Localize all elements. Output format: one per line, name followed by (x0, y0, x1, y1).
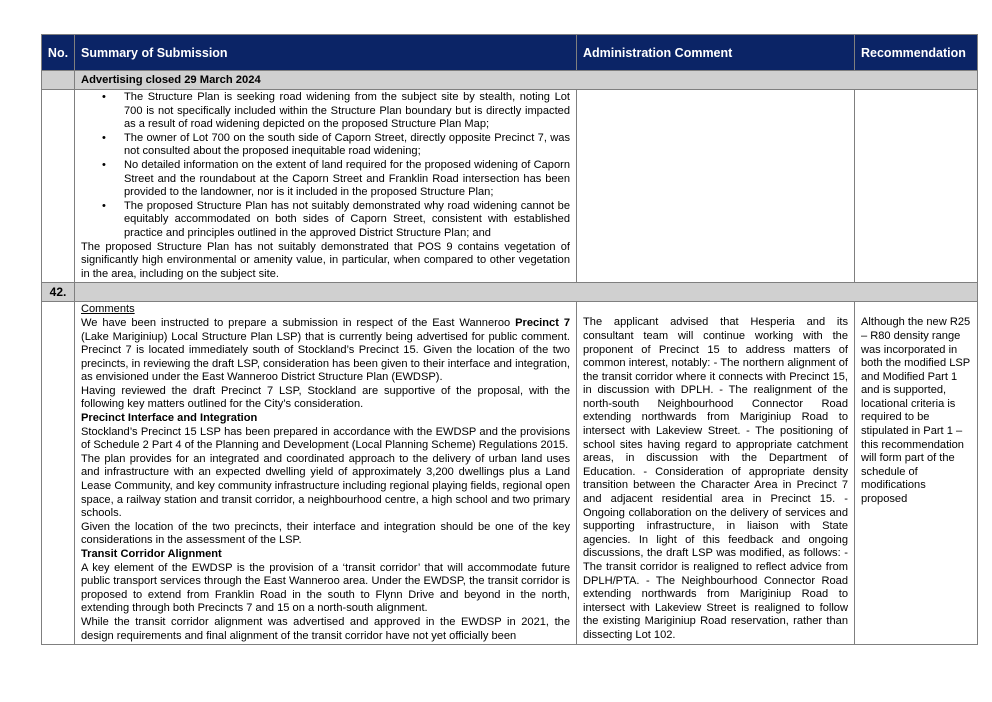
comments-heading: Comments (81, 303, 135, 316)
paragraph: Given the location of the two precincts, their interface and integration should be one of the key considerations in the assessment of the LSP. (81, 520, 570, 547)
paragraph: The plan provides for an integrated and coordinated approach to the delivery of urban land uses and infrastructure with an expected dwelling yield of approximately 3,200 dwellings plus a Land Lease Community, and key community infrastructure including regional playing fields, regional open space, a railway station and transit corridor, a neighbourhood centre, a high school and two primary schools. (81, 452, 570, 520)
row-42-number-row (42, 283, 978, 302)
admin-comment-cell: The applicant advised that Hesperia and its consultant team will continue working with the proponent of Precinct 15 to address matters of common interest, notably: - The northern alignment of the transit corridor where it connects with Precinct 15, in discussion with DPLH. - The realignment of the north-south Neighbourhood Connector Road extending northwards from Mariginiup Road to intersect with Lakeview Street. - The positioning of school sites having regard to appropriate catchment areas, in discussion with the Department of Education. - Consideration of appropriate density transition between the Character Area in Precinct 7 and adjacent residential area in Precinct 15. - Ongoing collaboration on the delivery of services and supporting infrastructure, in liaison with State agencies. In light of this feedback and ongoing discussions, the draft LSP was modified, as follows: - The transit corridor is realigned to reflect advice from DPLH/PTA. - The Neighbourhood Connector Road extending northwards from Mariginiup Road to intersect with Lakeview Street is realigned to follow the existing Mariginiup Road reservation, rather than dissecting Lot 102. (577, 302, 855, 645)
recommendation-cell: Although the new R25 – R80 density range was incorporated in both the modified LSP and Modified Part 1 and is supported, locational criteria is required to be stipulated in Part 1 – this recommendation will form part of the schedule of modifications proposed (855, 302, 978, 645)
paragraph: We have been instructed to prepare a submission in respect of the East Wanneroo Precinct 7 (Lake Mariginiup) Local Structure Plan LSP) that is currently being advertised for public comment. Precinct 7 is located immediately south of Stockland’s Precinct 15. Given the location of the two precincts, in reviewing the draft LSP, consideration has been given to their interface and integration, as envisioned under the East Wanneroo District Structure Plan (EWDSP). (81, 316, 571, 384)
header-summary: Summary of Submission (75, 35, 577, 71)
paragraph: Having reviewed the draft Precinct 7 LSP, Stockland are supportive of the proposal, with the following key matters outlined for the City’s consideration. (81, 384, 570, 411)
summary-cell-42 (75, 302, 577, 645)
list-item: • No detailed information on the extent of land required for the proposed widening of Caporn Street and the roundabout at the Caporn Street and Franklin Road intersection has been provided to the landowner, nor is it included in the proposed Structure Plan; (102, 158, 570, 199)
bullet-list (81, 91, 570, 241)
header-admin-comment: Administration Comment (577, 35, 855, 71)
list-item: • The Structure Plan is seeking road widening from the subject site by stealth, noting Lot 700 is not specifically included within the Structure Plan boundary but is directly impacted as a result of road widening depicted on the proposed Structure Plan Map; (102, 91, 570, 131)
advertising-closed-note: Advertising closed 29 March 2024 (75, 71, 978, 90)
row-number: 42. (42, 283, 75, 302)
paragraph: Stockland’s Precinct 15 LSP has been prepared in accordance with the EWDSP and the provisions of Schedule 2 Part 4 of the Planning and Development (Local Planning Scheme) Regulations 2015. (81, 425, 570, 452)
section-heading: Transit Corridor Alignment (81, 548, 222, 560)
summary-cell-continued (75, 90, 577, 283)
submissions-table (41, 34, 978, 645)
table-row-42 (42, 302, 978, 645)
table-header-row (42, 35, 978, 71)
header-recommendation: Recommendation (855, 35, 978, 71)
closing-paragraph: The proposed Structure Plan has not suitably demonstrated that POS 9 contains vegetation of significantly high environmental or amenity value, in particular, when compared to other vegetation in the area, including on the subject site. (81, 240, 570, 280)
advertising-row (42, 71, 978, 90)
list-item: • The owner of Lot 700 on the south side of Caporn Street, directly opposite Precinct 7, was not consulted about the proposed inequitable road widening; (102, 131, 570, 158)
list-item: • The proposed Structure Plan has not suitably demonstrated why road widening cannot be equitably accommodated on both sides of Caporn Street, consistent with established practice and principles outlined in the approved District Structure Plan; and (102, 199, 570, 239)
header-no: No. (42, 35, 75, 71)
table-row-continued (42, 90, 978, 283)
paragraph: While the transit corridor alignment was advertised and approved in the EWDSP in 2021, the design requirements and final alignment of the transit corridor have not yet officially been (81, 615, 570, 642)
paragraph: A key element of the EWDSP is the provision of a ‘transit corridor’ that will accommodate future public transport services through the East Wanneroo area. Under the EWDSP, the transit corridor is proposed to extend from Franklin Road in the south to Flynn Drive and beyond in the north, extending through both Precincts 7 and 15 on a north-south alignment. (81, 561, 570, 615)
section-heading: Precinct Interface and Integration (81, 412, 258, 425)
